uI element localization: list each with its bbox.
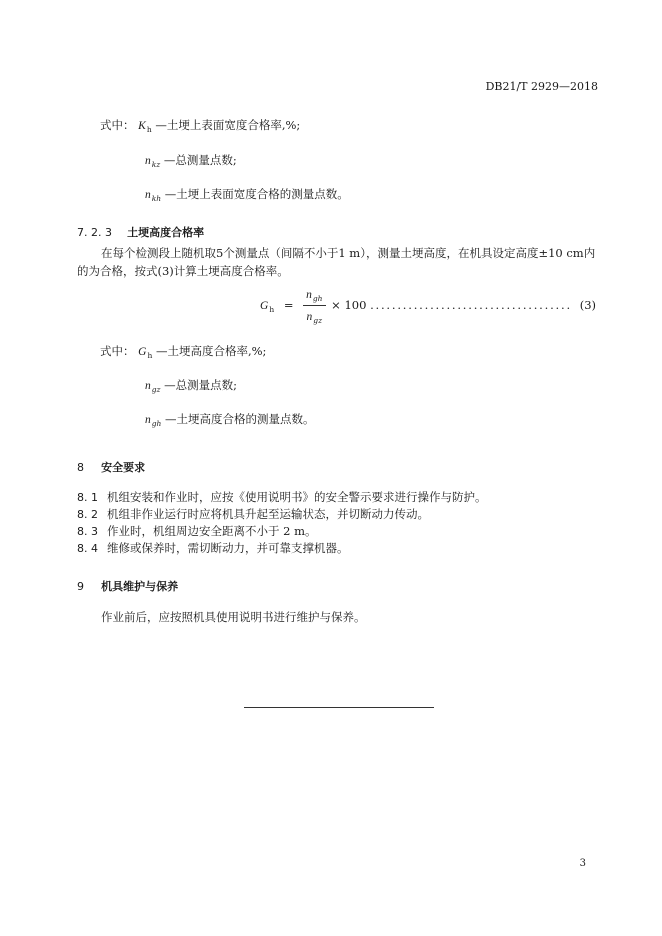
- denominator-subscript: gz: [313, 316, 323, 325]
- paragraph-line: 作业前后，应按照机具使用说明书进行维护与保养。: [101, 610, 366, 624]
- variable-subscript: h: [147, 351, 153, 360]
- definition-intro: [100, 117, 300, 135]
- paragraph-line: 的为合格，按式(3)计算土埂高度合格率。: [77, 264, 289, 278]
- variable-subscript: gh: [151, 419, 162, 428]
- variable-description: —土埂上表面宽度合格率,%;: [155, 118, 301, 132]
- definition-line: [145, 377, 237, 395]
- section-number: 8: [77, 461, 84, 474]
- variable-description: —土埂上表面宽度合格的测量点数。: [164, 187, 349, 201]
- definition-line: [145, 411, 315, 429]
- list-item-text: 作业时，机组周边安全距离不小于 2 m。: [107, 524, 317, 538]
- formula-numerator: [303, 286, 325, 306]
- formula-fraction: [303, 286, 325, 326]
- variable-letter: G: [138, 346, 147, 358]
- equation-number: (3): [579, 298, 596, 312]
- numerator-letter: n: [306, 289, 312, 301]
- denominator-letter: n: [306, 311, 313, 323]
- list-item: [77, 523, 317, 540]
- definition-intro-label: 式中：: [100, 118, 135, 132]
- variable-description: —总测量点数;: [163, 153, 237, 167]
- section-heading: [77, 456, 145, 475]
- formula: [260, 286, 572, 326]
- variable-description: —总测量点数;: [164, 378, 238, 392]
- page-number: 3: [579, 858, 586, 869]
- formula-lhs-letter: G: [260, 300, 269, 312]
- list-item-text: 机组非作业运行时应将机具升起至运输状态，并切断动力传动。: [107, 507, 429, 521]
- list-item: [77, 489, 487, 506]
- formula-lhs-subscript: h: [269, 305, 275, 314]
- variable-subscript: h: [146, 125, 152, 134]
- list-item-number: 8. 1: [77, 491, 98, 504]
- numerator-subscript: gh: [312, 294, 323, 303]
- variable-description: —土埂高度合格率,%;: [155, 344, 267, 358]
- section-number: 9: [77, 580, 84, 593]
- list-item: [77, 540, 349, 557]
- variable-letter: n: [145, 414, 151, 426]
- list-item-number: 8. 2: [77, 508, 98, 521]
- list-item-number: 8. 3: [77, 525, 98, 538]
- end-of-document-rule: [244, 707, 434, 708]
- definition-line: [145, 186, 349, 204]
- list-item-text: 机组安装和作业时，应按《使用说明书》的安全警示要求进行操作与防护。: [107, 490, 487, 504]
- definition-intro-label: 式中：: [100, 344, 135, 358]
- list-item-text: 维修或保养时，需切断动力，并可靠支撑机器。: [107, 541, 349, 555]
- standard-code: DB21/T 2929—2018: [485, 80, 598, 93]
- formula-denominator: [303, 306, 325, 326]
- formula-multiplier: × 100: [331, 298, 367, 312]
- section-title: 安全要求: [101, 461, 146, 474]
- variable-letter: n: [145, 189, 151, 201]
- variable-description: —土埂高度合格的测量点数。: [165, 412, 315, 426]
- formula-leader-dots: .....................................: [370, 298, 572, 312]
- variable-letter: n: [145, 155, 151, 167]
- definition-intro: [100, 343, 266, 361]
- formula-equals: =: [283, 298, 294, 312]
- section-title: 机具维护与保养: [101, 580, 179, 593]
- section-number: 7. 2. 3: [77, 226, 112, 239]
- definition-line: [145, 152, 237, 170]
- variable-letter: K: [138, 120, 146, 132]
- variable-letter: n: [145, 380, 151, 392]
- section-heading: [77, 575, 178, 594]
- variable-subscript: kz: [151, 160, 161, 169]
- variable-subscript: kh: [151, 194, 162, 203]
- list-item: [77, 506, 429, 523]
- list-item-number: 8. 4: [77, 542, 98, 555]
- paragraph-line: 在每个检测段上随机取5个测量点（间隔不小于1 m），测量土埂高度，在机具设定高度±10 cm内: [101, 246, 596, 260]
- section-title: 土埂高度合格率: [127, 226, 205, 239]
- variable-subscript: gz: [151, 385, 161, 394]
- section-heading: [77, 221, 204, 240]
